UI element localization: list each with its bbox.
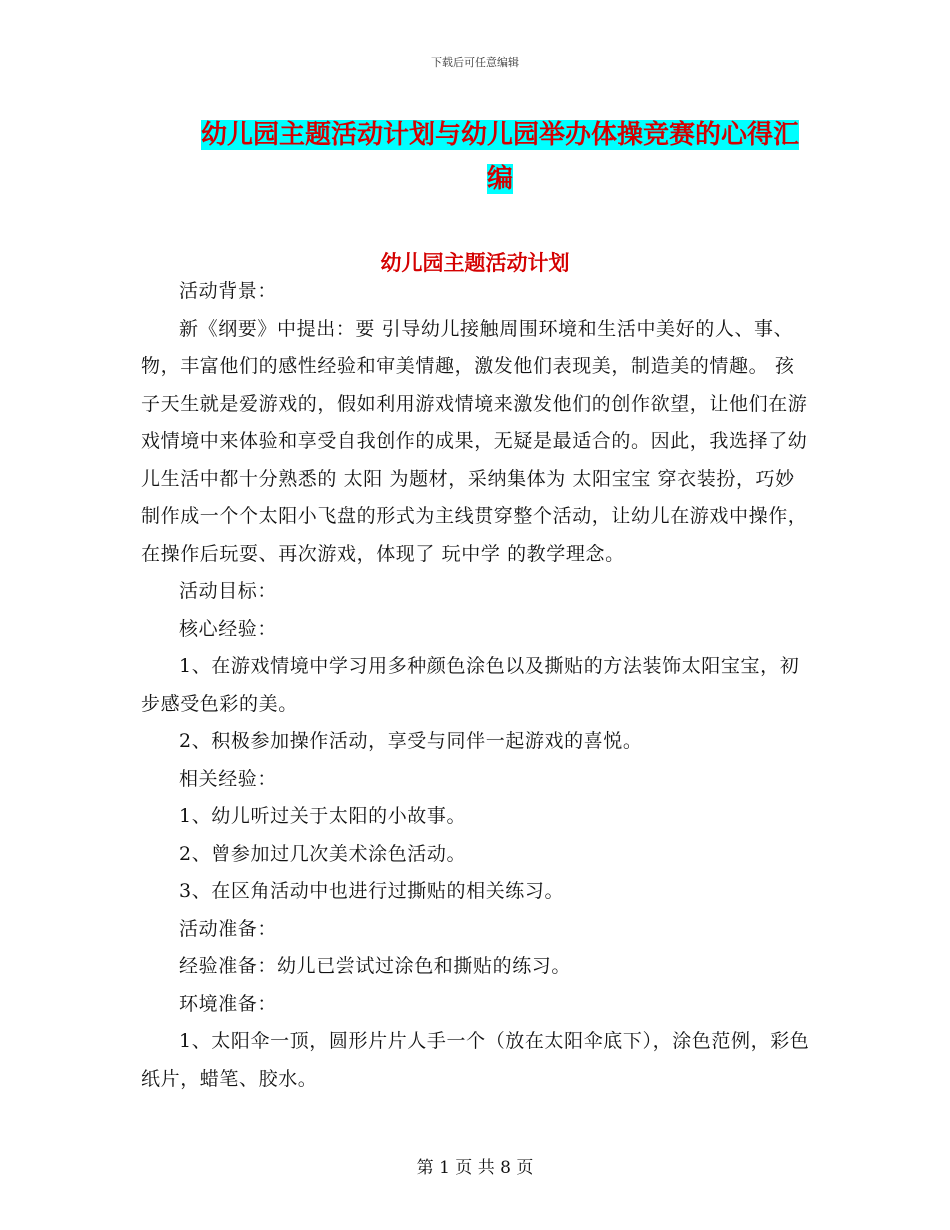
paragraph-related-item-1: 1、幼儿听过关于太阳的小故事。 xyxy=(179,805,467,827)
body-text xyxy=(141,273,811,1098)
paragraph-environment-item-1: 1、太阳伞一顶，圆形片片人手一个（放在太阳伞底下），涂色范例，彩色纸片，蜡笔、胶水。 xyxy=(141,1030,810,1090)
header-note: 下载后可任意编辑 xyxy=(431,56,519,69)
paragraph-related-item-2: 2、曾参加过几次美术涂色活动。 xyxy=(179,842,467,865)
page-footer: 第 1 页 共 8 页 xyxy=(416,1158,534,1178)
paragraph-core-item-1: 1、在游戏情境中学习用多种颜色涂色以及撕贴的方法装饰太阳宝宝，初步感受色彩的美。 xyxy=(141,655,800,715)
paragraph-core-item-2: 2、积极参加操作活动，享受与同伴一起游戏的喜悦。 xyxy=(179,730,643,752)
paragraph-related-item-3: 3、在区角活动中也进行过撕贴的相关练习。 xyxy=(179,880,565,902)
paragraph-core-experience-label: 核心经验： xyxy=(179,617,278,640)
document-title-text: 幼儿园主题活动计划与幼儿园举办体操竞赛的心得汇编 xyxy=(200,120,799,194)
paragraph-background: 新《纲要》中提出：要 引导幼儿接触周围环境和生活中美好的人、事、物，丰富他们的感性经验和审美情趣，激发他们表现美，制造美的情趣。 孩子天生就是爱游戏的，假如利用游戏情境来激发他们的创作欲望，让他们在游戏情境中来体验和享受自我创作的成果，无疑是最适合的。因此，我选择了幼儿生活中都十分熟悉的 太阳 为题材，采纳集体为 太阳宝宝 穿衣装扮，巧妙制作成一个个太阳小飞盘的形式为主线贯穿整个活动，让幼儿在游戏中操作，在操作后玩耍、再次游戏，体现了 玩中学 的教学理念。 xyxy=(141,317,808,565)
section-title: 幼儿园主题活动计划 xyxy=(380,251,570,275)
document-title xyxy=(190,113,810,201)
paragraph-related-experience-label: 相关经验： xyxy=(179,767,278,790)
paragraph-experience-prep: 经验准备：幼儿已尝试过涂色和撕贴的练习。 xyxy=(179,955,572,977)
paragraph-activity-prep-label: 活动准备： xyxy=(179,917,278,940)
paragraph-environment-prep-label: 环境准备： xyxy=(179,992,278,1015)
paragraph-activity-goals-label: 活动目标： xyxy=(179,580,278,602)
paragraph-activity-background-label: 活动背景： xyxy=(179,280,278,302)
